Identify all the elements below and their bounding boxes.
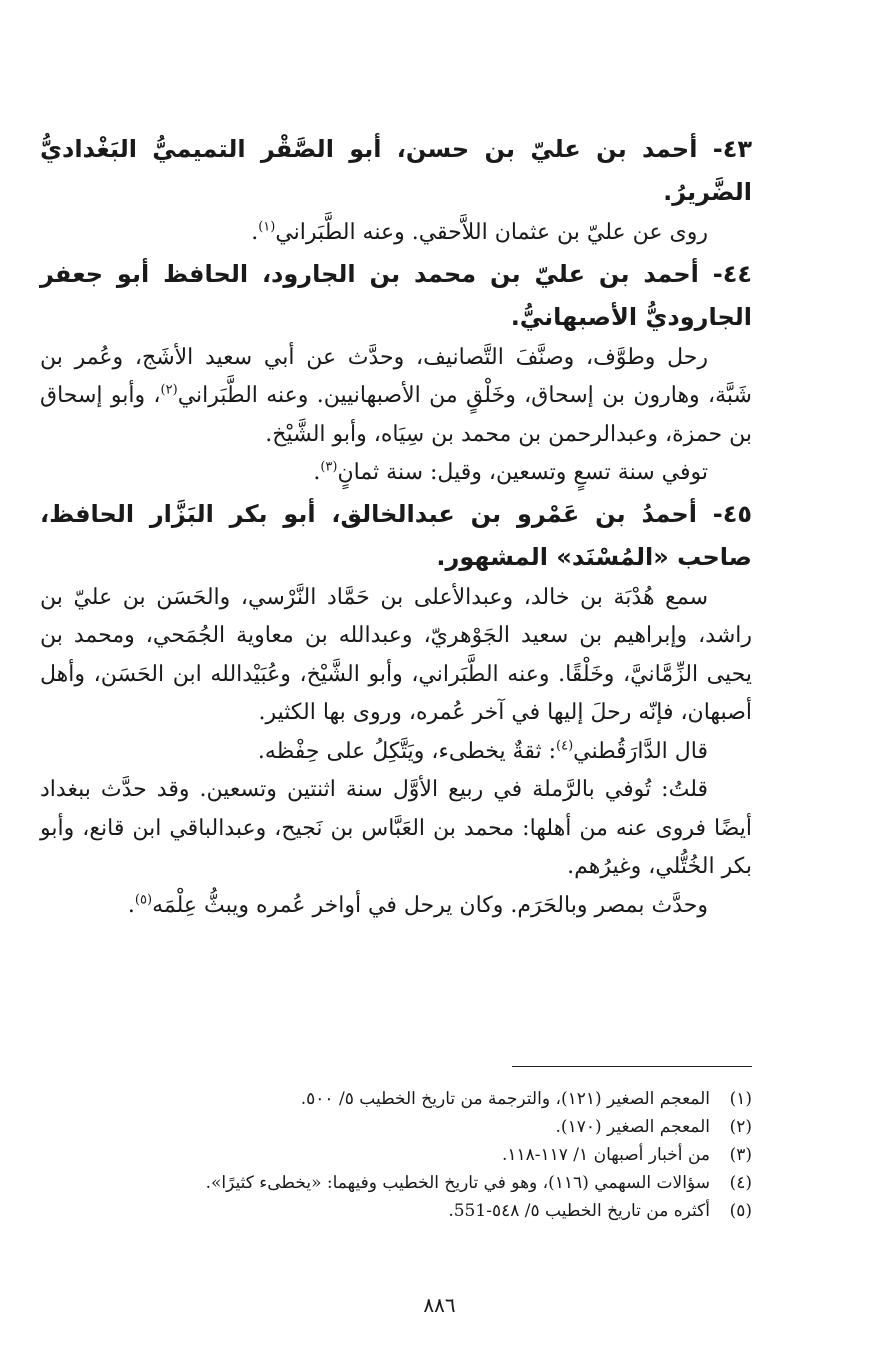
footnotes-list [40,1085,752,1225]
paragraph-text: رحل وطوَّف، وصنَّفَ التَّصانيف، وحدَّث عن أبي سعيد الأشَج، وعُمر بن شَبَّة، وهارون بن إسحاق، وخَلْقٍ من الأصبهانيين. وعنه الطَّبَراني [40,344,752,408]
footnote-item [40,1169,752,1197]
footnote-item [40,1113,752,1141]
footnote-number: (٢) [729,1117,752,1137]
entry-heading: ٤٤- أحمد بن عليّ بن محمد بن الجارود، الحافظ أبو جعفر الجاروديُّ الأصبهانيُّ. [40,259,752,331]
paragraph-text: وحدَّث بمصر وبالحَرَم. وكان يرحل في أواخر عُمره ويبثُّ عِلْمَه [152,892,708,918]
footnote-item [40,1085,752,1113]
footnote-divider [512,1066,752,1067]
footnote-text: المعجم الصغير (١٢١)، والترجمة من تاريخ الخطيب ٥/ ٥٠٠. [300,1089,710,1109]
footnote-marker[interactable]: (٤) [556,738,574,754]
footnote-number: (٣) [729,1145,752,1165]
footnote-number: (٥) [729,1201,752,1221]
paragraph-text: قلتُ: تُوفي بالرَّملة في ربيع الأوَّل سنة اثنتين وتسعين. وقد حدَّث ببغداد أيضًا فروى عنه من أهلها: محمد بن العَبَّاس بن نَجيح، وعبدالباقي ابن قانع، وأبو بكر الخُتُّلي، وغيرُهم. [40,777,752,879]
paragraph-text-tail: . [127,892,135,918]
footnote-marker[interactable]: (٥) [134,892,153,908]
paragraph-text-tail: . [251,220,259,245]
paragraph-text-tail: : ثقةٌ يخطىء، ويَتَّكِلُ على حِفْظه. [257,738,557,764]
footnote-marker[interactable]: (٣) [320,459,338,475]
entry-paragraph [40,214,752,253]
footnote-text: المعجم الصغير (١٧٠). [555,1117,710,1137]
entry-45 [40,493,752,926]
entry-paragraph [40,771,752,887]
entry-paragraph [40,454,752,493]
footnote-text: أكثره من تاريخ الخطيب ٥/ ٥٤٨-551. [448,1201,710,1221]
page-body [40,128,752,925]
footnote-marker[interactable]: (١) [258,219,276,235]
entry-43 [40,128,752,253]
paragraph-text: توفي سنة تسعٍ وتسعين، وقيل: سنة ثمانٍ [337,460,708,485]
entry-44 [40,253,752,493]
entry-paragraph [40,733,752,772]
entry-heading: ٤٣- أحمد بن عليّ بن حسن، أبو الصَّقْر التميميُّ البَغْداديُّ الضَّريرُ. [40,135,752,206]
paragraph-text: روى عن عليّ بن عثمان اللاَّحقي. وعنه الطَّبَراني [275,220,708,245]
footnote-number: (١) [729,1089,752,1109]
footnote-number: (٤) [729,1173,752,1193]
page-number: ٨٨٦ [423,1293,456,1317]
footnote-text: سؤالات السهمي (١١٦)، وهو في تاريخ الخطيب وفيهما: «يخطىء كثيرًا». [205,1173,710,1193]
paragraph-text-tail: ، وأبو إسحاق بن حمزة، وعبدالرحمن بن محمد بن سِيَاه، وأبو الشَّيْخ. [40,383,752,447]
entry-paragraph [40,579,752,733]
paragraph-text: سمع هُدْبَة بن خالد، وعبدالأعلى بن حَمَّاد النَّرْسي، والحَسَن بن عليّ بن راشد، وإبراهيم بن سعيد الجَوْهريّ، وعبدالله بن معاوية الجُمَحي، ومحمد بن يحيى الزِّمَّانيَّ، وخَلْقًا. وعنه الطَّبَراني، وأبو الشَّيْخ، وعُبَيْدالله ابن الحَسَن، وأهل أصبهان، فإنّه رحلَ إليها في آخر عُمره، وروى بها الكثير. [40,584,752,725]
entry-paragraph [40,887,752,926]
entry-heading: ٤٥- أحمدُ بن عَمْرو بن عبدالخالق، أبو بكر البَزَّار الحافظ، صاحب «المُسْنَد» المشهور. [40,499,752,571]
footnote-item [40,1197,752,1225]
entry-paragraph [40,339,752,455]
footnote-marker[interactable]: (٢) [160,382,178,398]
paragraph-text: قال الدَّارَقُطني [573,738,708,764]
footnote-item [40,1141,752,1169]
footnote-text: من أخبار أصبهان ١/ ١١٧-١١٨. [501,1145,710,1165]
paragraph-text-tail: . [313,460,321,485]
